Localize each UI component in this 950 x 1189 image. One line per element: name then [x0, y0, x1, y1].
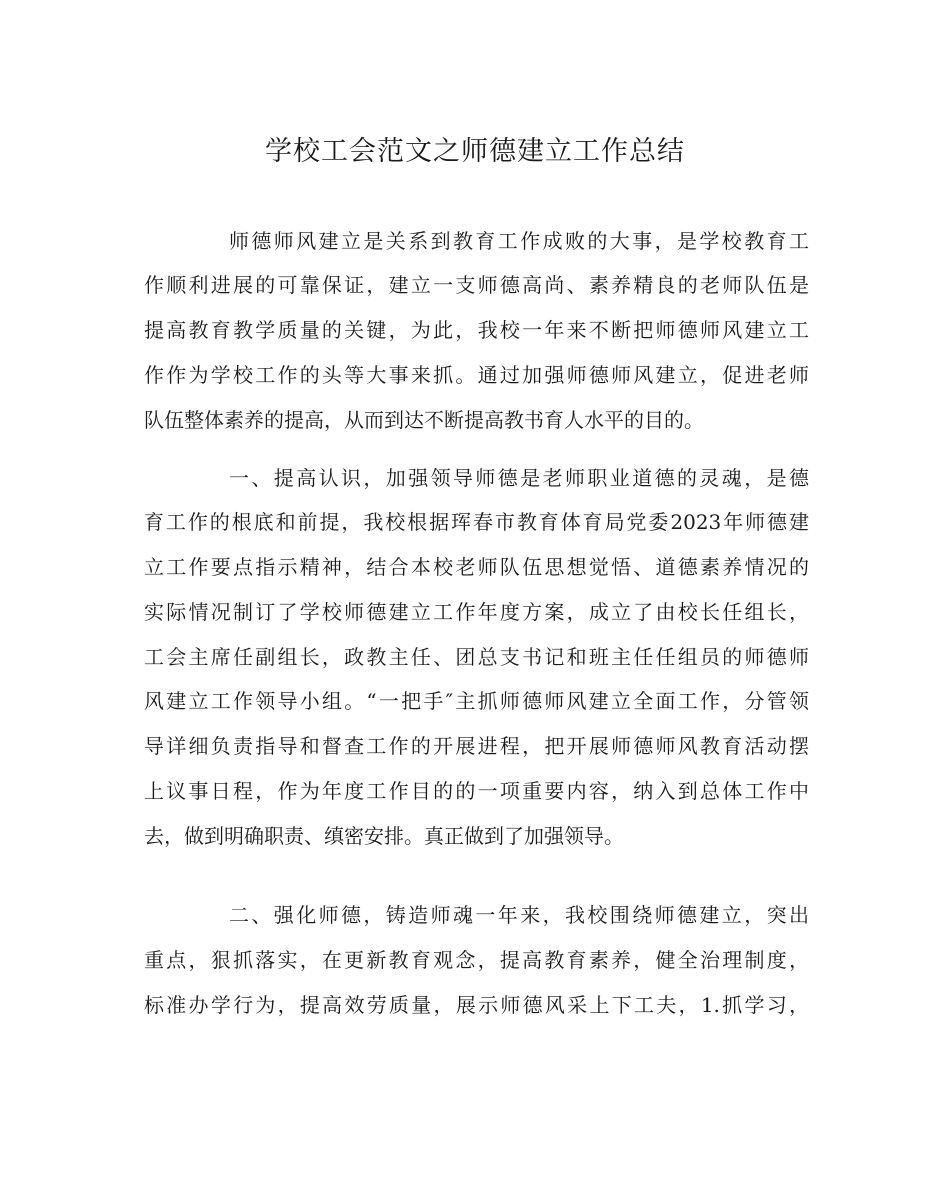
paragraph-1-line-3: 提高教育教学质量的关键，为此，我校一年来不断把师德师风建立工: [144, 318, 809, 342]
paragraph-2-line-6: 风建立工作领导小组。“一把手″主抓师德师风建立全面工作，分管领: [144, 689, 809, 713]
paragraph-1-line-4: 作作为学校工作的头等大事来抓。通过加强师德师风建立，促进老师: [144, 363, 809, 387]
document-title: 学校工会范文之师德建立工作总结: [265, 136, 685, 167]
paragraph-2-line-2: 育工作的根底和前提，我校根据珲春市教育体育局党委2023年师德建: [144, 510, 809, 534]
paragraph-2-line-1: 一、提高认识，加强领导师德是老师职业道德的灵魂，是德: [229, 466, 809, 490]
paragraph-2-line-4: 实际情况制订了学校师德建立工作年度方案，成立了由校长任组长，: [144, 600, 809, 624]
paragraph-2-line-5: 工会主席任副组长，政教主任、团总支书记和班主任任组员的师德师: [144, 645, 809, 669]
paragraph-3-line-2: 重点，狠抓落实，在更新教育观念，提高教育素养，健全治理制度，: [144, 948, 809, 972]
paragraph-3-line-3: 标准办学行为，提高效劳质量，展示师德风采上下工夫，1.抓学习，: [144, 993, 809, 1017]
paragraph-2-line-3: 立工作要点指示精神，结合本校老师队伍思想觉悟、道德素养情况的: [144, 555, 809, 579]
paragraph-2-line-7: 导详细负责指导和督查工作的开展进程，把开展师德师风教育活动摆: [144, 734, 809, 758]
paragraph-1-line-5: 队伍整体素养的提高，从而到达不断提高教书育人水平的目的。: [144, 408, 704, 432]
paragraph-2-line-9: 去，做到明确职责、缜密安排。真正做到了加强领导。: [144, 824, 624, 848]
paragraph-1-line-1: 师德师风建立是关系到教育工作成败的大事，是学校教育工: [229, 229, 809, 253]
paragraph-3-line-1: 二、强化师德，铸造师魂一年来，我校围绕师德建立，突出: [229, 903, 809, 927]
paragraph-1-line-2: 作顺利进展的可靠保证，建立一支师德高尚、素养精良的老师队伍是: [144, 273, 809, 297]
paragraph-2-line-8: 上议事日程，作为年度工作目的的一项重要内容，纳入到总体工作中: [144, 779, 809, 803]
